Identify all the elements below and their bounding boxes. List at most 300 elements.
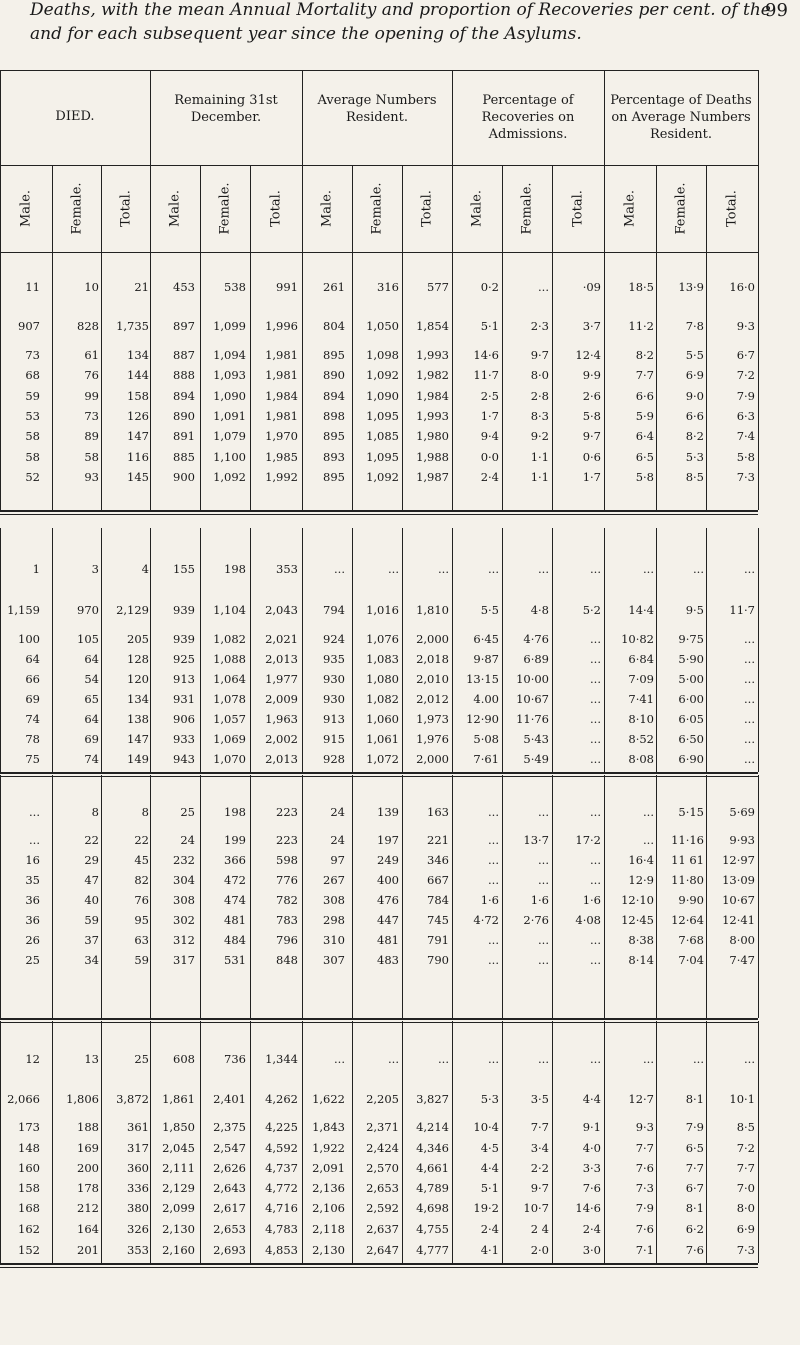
table-cell: 931: [173, 692, 195, 706]
table-cell: 188: [77, 1120, 99, 1134]
table-cell: 1,095: [366, 409, 399, 423]
table-cell: 58: [25, 429, 40, 443]
table-cell: 2·76: [523, 913, 549, 927]
table-cell: 12·9: [628, 873, 654, 887]
table-cell: 21: [134, 280, 149, 294]
table-cell: 4,853: [265, 1243, 298, 1257]
table-cell: 212: [77, 1201, 99, 1215]
section-bottom-rule: [0, 514, 758, 515]
table-cell: 7·0: [736, 1181, 755, 1195]
table-cell: 6·2: [685, 1222, 704, 1236]
table-cell: ...: [488, 873, 499, 887]
table-cell: 2,375: [213, 1120, 246, 1134]
table-cell: 895: [323, 348, 345, 362]
table-cell: 16·0: [729, 280, 755, 294]
table-cell: 5·69: [729, 805, 755, 819]
table-cell: 991: [276, 280, 298, 294]
table-cell: 913: [323, 712, 345, 726]
table-cell: 745: [427, 913, 449, 927]
table-cell: 298: [323, 913, 345, 927]
table-cell: 0·0: [480, 450, 499, 464]
table-cell: 1,061: [366, 732, 399, 746]
table-cell: 7·1: [635, 1243, 654, 1257]
table-cell: 7·6: [635, 1161, 654, 1175]
table-cell: 7·47: [729, 953, 755, 967]
table-cell: 12·97: [722, 853, 755, 867]
table-cell: ...: [590, 1052, 601, 1066]
column-header-female: Female.: [519, 181, 535, 235]
table-cell: ...: [643, 562, 654, 576]
table-cell: 5·8: [635, 470, 654, 484]
table-cell: 7·2: [736, 1141, 755, 1155]
table-cell: 2,129: [162, 1181, 195, 1195]
table-cell: 8·1: [685, 1092, 704, 1106]
table-cell: 1,076: [366, 632, 399, 646]
table-cell: 12·4: [575, 348, 601, 362]
table-cell: 17·2: [575, 833, 601, 847]
table-cell: 2,617: [213, 1201, 246, 1215]
table-cell: 1,981: [265, 409, 298, 423]
table-cell: 11·76: [516, 712, 549, 726]
table-cell: 2,000: [416, 752, 449, 766]
table-cell: 95: [134, 913, 149, 927]
table-cell: 97: [330, 853, 345, 867]
table-cell: 197: [377, 833, 399, 847]
table-cell: 924: [323, 632, 345, 646]
table-cell: 5·8: [582, 409, 601, 423]
table-cell: 7·3: [736, 470, 755, 484]
table-cell: 608: [173, 1052, 195, 1066]
table-cell: 1,092: [366, 470, 399, 484]
table-cell: 6·45: [473, 632, 499, 646]
table-cell: 2,012: [416, 692, 449, 706]
table-cell: 10·1: [729, 1092, 755, 1106]
table-cell: 11·7: [473, 368, 499, 382]
table-cell: 40: [84, 893, 99, 907]
table-cell: 2,118: [312, 1222, 345, 1236]
table-cell: ...: [590, 562, 601, 576]
table-cell: 933: [173, 732, 195, 746]
table-cell: 1,985: [265, 450, 298, 464]
page-header-line1: Deaths, with the mean Annual Mortality and proportion of Recoveries per cent. of the: [30, 0, 771, 20]
table-cell: 2,130: [312, 1243, 345, 1257]
table-cell: ...: [538, 933, 549, 947]
table-cell: 59: [84, 913, 99, 927]
table-cell: 804: [323, 319, 345, 333]
table-cell: 2,045: [162, 1141, 195, 1155]
table-cell: 893: [323, 450, 345, 464]
table-cell: 6·84: [628, 652, 654, 666]
table-cell: 2,130: [162, 1222, 195, 1236]
table-cell: 346: [427, 853, 449, 867]
table-cell: 223: [276, 805, 298, 819]
table-cell: 144: [127, 368, 149, 382]
column-header-male: Male.: [167, 189, 183, 227]
table-cell: 353: [276, 562, 298, 576]
table-cell: 7·9: [685, 1120, 704, 1134]
table-cell: 8·5: [685, 470, 704, 484]
table-cell: ...: [538, 280, 549, 294]
table-cell: 9·0: [685, 389, 704, 403]
table-cell: 2,570: [366, 1161, 399, 1175]
table-cell: 173: [18, 1120, 40, 1134]
table-cell: 8·00: [729, 933, 755, 947]
table-cell: 2,091: [312, 1161, 345, 1175]
table-cell: 2·2: [530, 1161, 549, 1175]
table-cell: 13·9: [678, 280, 704, 294]
table-cell: 943: [173, 752, 195, 766]
subheader-rule: [0, 252, 758, 253]
table-cell: 128: [127, 652, 149, 666]
table-cell: 14·6: [473, 348, 499, 362]
table-cell: 13·7: [523, 833, 549, 847]
table-cell: 1,100: [213, 450, 246, 464]
table-cell: 22: [84, 833, 99, 847]
table-cell: ...: [590, 873, 601, 887]
table-cell: 895: [323, 470, 345, 484]
table-cell: 2,106: [312, 1201, 345, 1215]
table-cell: 2,099: [162, 1201, 195, 1215]
table-cell: 10: [84, 280, 99, 294]
column-header-total: Total.: [118, 189, 133, 227]
table-cell: 2,021: [265, 632, 298, 646]
table-cell: 4,698: [416, 1201, 449, 1215]
table-cell: 5·2: [582, 603, 601, 617]
table-cell: 11: [25, 280, 40, 294]
table-cell: 223: [276, 833, 298, 847]
table-cell: ...: [334, 1052, 345, 1066]
table-cell: 1,069: [213, 732, 246, 746]
table-cell: 4·76: [523, 632, 549, 646]
table-cell: 169: [77, 1141, 99, 1155]
table-cell: ...: [744, 632, 755, 646]
table-cell: 1,735: [116, 319, 149, 333]
table-cell: 5·08: [473, 732, 499, 746]
table-cell: 8: [141, 805, 149, 819]
table-cell: 2,002: [265, 732, 298, 746]
table-cell: 1,981: [265, 348, 298, 362]
table-cell: 4·4: [480, 1161, 499, 1175]
table-cell: 360: [127, 1161, 149, 1175]
table-cell: 326: [127, 1222, 149, 1236]
table-cell: 4,716: [265, 1201, 298, 1215]
table-cell: 925: [173, 652, 195, 666]
table-cell: ...: [643, 833, 654, 847]
table-cell: ...: [643, 1052, 654, 1066]
group-divider: [758, 70, 759, 165]
table-cell: 1,980: [416, 429, 449, 443]
table-cell: 2·4: [582, 1222, 601, 1236]
table-cell: ...: [693, 562, 704, 576]
table-cell: 1,091: [213, 409, 246, 423]
table-cell: 3·3: [582, 1161, 601, 1175]
table-cell: 5·43: [523, 732, 549, 746]
table-cell: 1,984: [416, 389, 449, 403]
table-cell: 930: [323, 672, 345, 686]
table-cell: 8·52: [628, 732, 654, 746]
table-cell: 5·1: [480, 1181, 499, 1195]
table-cell: 4,789: [416, 1181, 449, 1195]
table-cell: 3,872: [116, 1092, 149, 1106]
table-cell: 160: [18, 1161, 40, 1175]
table-cell: 898: [323, 409, 345, 423]
table-cell: 10·67: [722, 893, 755, 907]
table-cell: 302: [173, 913, 195, 927]
table-cell: 7·7: [635, 1141, 654, 1155]
table-cell: 134: [127, 692, 149, 706]
table-cell: 900: [173, 470, 195, 484]
table-cell: 145: [127, 470, 149, 484]
table-cell: 1·7: [582, 470, 601, 484]
table-cell: 1,085: [366, 429, 399, 443]
table-cell: 474: [224, 893, 246, 907]
table-cell: 935: [323, 652, 345, 666]
table-cell: ...: [488, 562, 499, 576]
table-cell: 6·6: [685, 409, 704, 423]
table-cell: 24: [330, 833, 345, 847]
table-cell: 9·1: [582, 1120, 601, 1134]
table-cell: 380: [127, 1201, 149, 1215]
table-cell: 361: [127, 1120, 149, 1134]
column-header-total: Total.: [724, 189, 740, 227]
table-cell: 790: [427, 953, 449, 967]
table-cell: ...: [590, 672, 601, 686]
table-cell: 7·04: [678, 953, 704, 967]
table-cell: ...: [744, 712, 755, 726]
table-cell: 66: [25, 672, 40, 686]
table-cell: 7·41: [628, 692, 654, 706]
table-cell: 168: [18, 1201, 40, 1215]
table-cell: 1,993: [416, 409, 449, 423]
table-cell: 2,136: [312, 1181, 345, 1195]
table-cell: 1,993: [416, 348, 449, 362]
table-cell: 4·5: [480, 1141, 499, 1155]
table-cell: 7·9: [736, 389, 755, 403]
table-cell: 1,095: [366, 450, 399, 464]
table-cell: 12·10: [621, 893, 654, 907]
table-cell: 7·3: [736, 1243, 755, 1257]
table-cell: 312: [173, 933, 195, 947]
table-cell: 1: [32, 562, 40, 576]
table-cell: 99: [84, 389, 99, 403]
table-cell: ...: [590, 933, 601, 947]
table-cell: 2,653: [213, 1222, 246, 1236]
table-cell: 37: [84, 933, 99, 947]
table-cell: 8: [91, 805, 99, 819]
table-cell: 5·00: [678, 672, 704, 686]
table-cell: 2,111: [162, 1161, 195, 1175]
table-cell: 6·5: [685, 1141, 704, 1155]
table-cell: 895: [323, 429, 345, 443]
table-cell: 4,661: [416, 1161, 449, 1175]
table-cell: ...: [29, 805, 40, 819]
table-cell: 453: [173, 280, 195, 294]
table-cell: 317: [127, 1141, 149, 1155]
table-cell: 1,083: [366, 652, 399, 666]
table-cell: 2,010: [416, 672, 449, 686]
table-cell: 0·6: [582, 450, 601, 464]
table-cell: 147: [127, 732, 149, 746]
table-cell: 4,214: [416, 1120, 449, 1134]
table-cell: 158: [127, 389, 149, 403]
table-cell: 100: [18, 632, 40, 646]
table-cell: 3: [91, 562, 99, 576]
table-cell: 116: [127, 450, 149, 464]
table-cell: 10·67: [516, 692, 549, 706]
table-cell: 1,092: [213, 470, 246, 484]
table-cell: ...: [388, 562, 399, 576]
table-cell: 1,854: [416, 319, 449, 333]
table-cell: ...: [488, 853, 499, 867]
table-cell: 0·2: [480, 280, 499, 294]
table-cell: 22: [134, 833, 149, 847]
column-header-female: Female.: [69, 181, 84, 235]
column-header-male: Male.: [622, 189, 638, 227]
table-cell: 261: [323, 280, 345, 294]
table-cell: 6·3: [736, 409, 755, 423]
table-cell: 304: [173, 873, 195, 887]
table-cell: 6·00: [678, 692, 704, 706]
table-cell: 2,424: [366, 1141, 399, 1155]
table-cell: 307: [323, 953, 345, 967]
table-cell: 2,043: [265, 603, 298, 617]
table-cell: 11·16: [671, 833, 704, 847]
table-cell: ...: [438, 562, 449, 576]
table-cell: 12·7: [628, 1092, 654, 1106]
table-cell: 198: [224, 805, 246, 819]
table-cell: 35: [25, 873, 40, 887]
table-cell: 8·2: [635, 348, 654, 362]
table-cell: 52: [25, 470, 40, 484]
table-cell: 6·50: [678, 732, 704, 746]
table-cell: ...: [693, 1052, 704, 1066]
table-cell: 848: [276, 953, 298, 967]
table-cell: 2,160: [162, 1243, 195, 1257]
table-cell: 1,070: [213, 752, 246, 766]
table-cell: 2·4: [480, 1222, 499, 1236]
table-cell: 7·68: [678, 933, 704, 947]
table-cell: 6·6: [635, 389, 654, 403]
table-cell: 5·15: [678, 805, 704, 819]
table-cell: 2,547: [213, 1141, 246, 1155]
table-cell: ...: [744, 752, 755, 766]
table-cell: 7·61: [473, 752, 499, 766]
table-cell: 8·0: [530, 368, 549, 382]
table-cell: 9·9: [582, 368, 601, 382]
table-cell: 2·8: [530, 389, 549, 403]
table-cell: ...: [538, 853, 549, 867]
table-cell: 11·2: [628, 319, 654, 333]
table-cell: 8·14: [628, 953, 654, 967]
table-cell: 14·6: [575, 1201, 601, 1215]
column-divider: [758, 1021, 759, 1263]
table-cell: 1,016: [366, 603, 399, 617]
table-cell: 2·4: [480, 470, 499, 484]
table-cell: 8·5: [736, 1120, 755, 1134]
table-cell: 2,693: [213, 1243, 246, 1257]
table-cell: 928: [323, 752, 345, 766]
table-cell: 308: [173, 893, 195, 907]
table-cell: 13·09: [722, 873, 755, 887]
table-cell: 53: [25, 409, 40, 423]
table-cell: 2·3: [530, 319, 549, 333]
table-cell: 126: [127, 409, 149, 423]
table-cell: 198: [224, 562, 246, 576]
table-cell: 9·7: [530, 348, 549, 362]
table-cell: ...: [643, 805, 654, 819]
table-cell: 152: [18, 1243, 40, 1257]
table-cell: 6·05: [678, 712, 704, 726]
table-cell: 64: [84, 652, 99, 666]
table-cell: 1,050: [366, 319, 399, 333]
column-header-total: Total.: [268, 189, 284, 227]
table-cell: 7·3: [635, 1181, 654, 1195]
table-cell: 155: [173, 562, 195, 576]
table-cell: 25: [25, 953, 40, 967]
table-cell: 915: [323, 732, 345, 746]
table-cell: 890: [323, 368, 345, 382]
table-cell: 2,009: [265, 692, 298, 706]
table-cell: 1,090: [213, 389, 246, 403]
group-header-deaths: Percentage of Deaths on Average Numbers Resident.: [610, 93, 752, 142]
page-header-line2: and for each subsequent year since the opening of the Asylums.: [30, 24, 582, 44]
table-cell: 13: [84, 1052, 99, 1066]
table-cell: 25: [180, 805, 195, 819]
table-cell: ...: [538, 1052, 549, 1066]
table-cell: 1·1: [530, 450, 549, 464]
table-cell: 1,850: [162, 1120, 195, 1134]
column-header-female: Female.: [673, 181, 689, 235]
table-cell: 2,205: [366, 1092, 399, 1106]
table-cell: 8·08: [628, 752, 654, 766]
table-cell: 2,066: [7, 1092, 40, 1106]
table-cell: 5·5: [480, 603, 499, 617]
page-number: 99: [765, 0, 788, 21]
table-cell: 1,104: [213, 603, 246, 617]
table-cell: 736: [224, 1052, 246, 1066]
table-cell: 12: [25, 1052, 40, 1066]
table-cell: 9·93: [729, 833, 755, 847]
table-cell: 4: [141, 562, 149, 576]
table-cell: 538: [224, 280, 246, 294]
table-cell: 483: [377, 953, 399, 967]
table-cell: 2·0: [530, 1243, 549, 1257]
table-cell: 1,060: [366, 712, 399, 726]
table-cell: 366: [224, 853, 246, 867]
column-divider: [758, 775, 759, 1018]
table-cell: 2,013: [265, 752, 298, 766]
table-cell: 667: [427, 873, 449, 887]
table-cell: 5·5: [685, 348, 704, 362]
table-cell: 1,094: [213, 348, 246, 362]
table-cell: 138: [127, 712, 149, 726]
table-cell: ...: [590, 692, 601, 706]
table-cell: 5·8: [736, 450, 755, 464]
table-cell: 29: [84, 853, 99, 867]
table-cell: 885: [173, 450, 195, 464]
column-header-total: Total.: [419, 189, 435, 227]
table-cell: 2,129: [116, 603, 149, 617]
table-cell: 939: [173, 632, 195, 646]
table-cell: 1,057: [213, 712, 246, 726]
table-cell: 2·5: [480, 389, 499, 403]
table-top-rule: [0, 70, 758, 71]
table-cell: 7·9: [635, 1201, 654, 1215]
table-cell: 9·7: [582, 429, 601, 443]
table-cell: ...: [744, 672, 755, 686]
column-header-total: Total.: [570, 189, 586, 227]
table-cell: 61: [84, 348, 99, 362]
